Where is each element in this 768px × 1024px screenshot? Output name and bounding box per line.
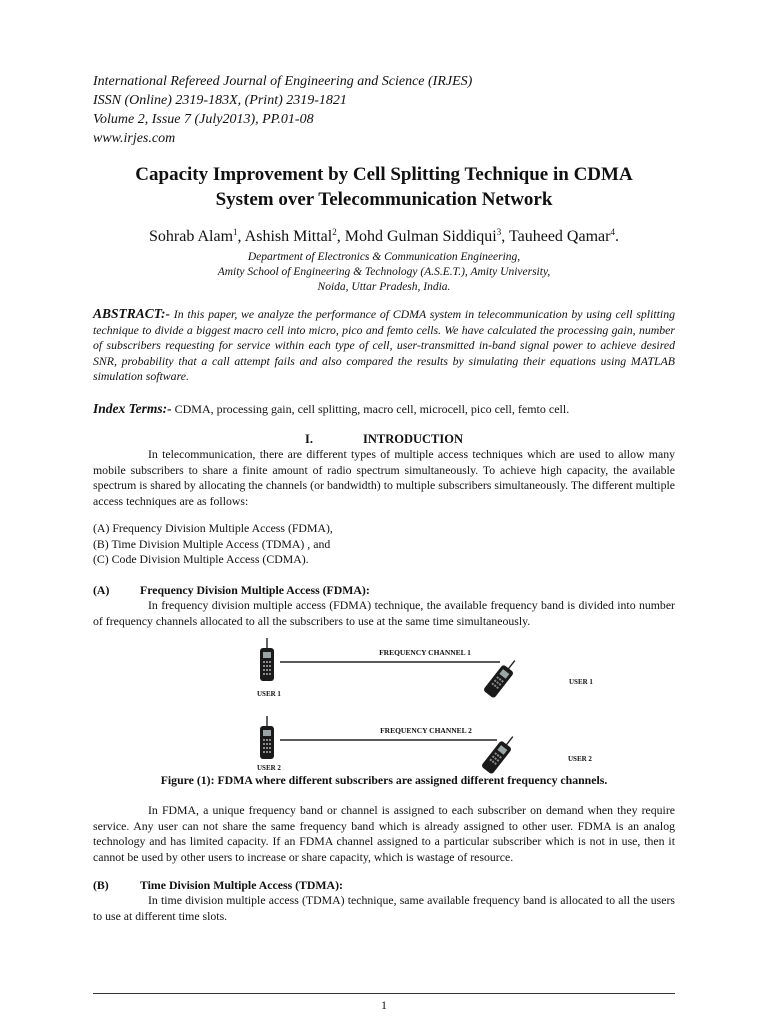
user-1-right-label: USER 1	[569, 678, 593, 686]
subsection-title: Time Division Multiple Access (TDMA):	[140, 878, 343, 892]
abstract	[93, 306, 675, 385]
affiliation	[93, 250, 675, 295]
access-technique-list	[93, 521, 675, 568]
affiliation-line: Department of Electronics & Communication Engineering,	[247, 251, 521, 263]
section-title: INTRODUCTION	[362, 432, 463, 446]
author-name: Ashish Mittal	[244, 228, 333, 245]
title-line-1: Capacity Improvement by Cell Splitting Technique in CDMA	[135, 164, 633, 185]
title-line-2: System over Telecommunication Network	[215, 189, 553, 210]
author-affiliation-mark: 1	[233, 227, 238, 237]
paper-title	[93, 162, 675, 212]
abstract-text: In this paper, we analyze the performance of CDMA system in telecommunication by using cell splitting technique to divide a biggest macro cell into micro, pico and femto cells. We have calculated the processing gain, number of subscribers requesting for service within each type of cell, user-transmitted in-band signal power to achieve desired SNR, probability that a call attempt fails and also compared the results by simulating their equations using MATLAB simulation software.	[93, 307, 675, 384]
channel-1-label: FREQUENCY CHANNEL 1	[379, 648, 471, 657]
author-name: Sohrab Alam	[149, 228, 234, 245]
author-separator: ,	[501, 228, 509, 245]
author-affiliation-mark: 4	[610, 227, 615, 237]
subsection-letter: (B)	[93, 878, 109, 892]
index-terms-label: Index Terms:-	[93, 401, 172, 416]
author-name: Mohd Gulman Siddiqui	[344, 228, 497, 245]
subsection-heading-tdma	[93, 878, 675, 894]
fdma-text: In frequency division multiple access (FDMA) technique, the available frequency band is divided into number of frequency channels allocated to all the subscribers to use at the same time simultaneously.	[93, 598, 675, 628]
subsection-letter: (A)	[93, 583, 110, 597]
author-list	[93, 227, 675, 247]
author-separator: .	[614, 228, 619, 245]
left-phone-icon	[260, 638, 274, 681]
intro-paragraph	[93, 447, 675, 509]
right-phone-icon	[481, 732, 519, 775]
abstract-label: ABSTRACT:-	[93, 306, 171, 321]
page-number: 1	[381, 998, 387, 1012]
section-number: I.	[304, 432, 313, 446]
list-item: (C) Code Division Multiple Access (CDMA).	[93, 552, 309, 567]
list-item: (B) Time Division Multiple Access (TDMA) , and	[93, 536, 331, 551]
journal-name: International Refereed Journal of Engineering and Science (IRJES)	[93, 74, 473, 89]
subsection-heading-fdma	[93, 583, 675, 599]
user-2-right-label: USER 2	[568, 755, 592, 763]
journal-volume: Volume 2, Issue 7 (July2013), PP.01-08	[93, 112, 314, 127]
fdma-paragraph-2	[93, 803, 675, 865]
left-phone-icon	[260, 716, 274, 759]
tdma-paragraph-1	[93, 893, 675, 924]
user-1-left-label: USER 1	[257, 690, 281, 698]
channel-2-label: FREQUENCY CHANNEL 2	[380, 726, 472, 735]
journal-issn: ISSN (Online) 2319-183X, (Print) 2319-1821	[93, 93, 347, 108]
fdma-figure	[257, 636, 615, 776]
footer-divider	[93, 993, 675, 994]
tdma-text: In time division multiple access (TDMA) technique, same available frequency band is allocated to all the users to use at different time slots.	[93, 893, 675, 923]
affiliation-line: Noida, Uttar Pradesh, India.	[317, 281, 451, 293]
list-item: (A) Frequency Division Multiple Access (FDMA),	[93, 521, 333, 535]
intro-text: In telecommunication, there are different types of multiple access techniques which are used to allow many mobile subscribers to share a finite amount of radio spectrum simultaneously. To achieve high capacity, the available spectrum is shared by allocating the channels (or bandwidth) to multiple subscribers simultaneously. The different multiple access techniques are as follows:	[93, 447, 675, 508]
paper-page	[93, 0, 675, 1024]
index-terms	[93, 401, 675, 417]
author-separator: ,	[237, 228, 245, 245]
fdma-paragraph-1	[93, 598, 675, 629]
index-terms-text: CDMA, processing gain, cell splitting, macro cell, microcell, pico cell, femto cell.	[171, 402, 570, 416]
author-affiliation-mark: 2	[332, 227, 337, 237]
journal-website[interactable]: www.irjes.com	[93, 131, 176, 146]
journal-header	[93, 72, 472, 148]
user-2-left-label: USER 2	[257, 764, 281, 772]
fdma-text: In FDMA, a unique frequency band or channel is assigned to each subscriber on demand when they require service. Any user can not share the same frequency band which is already assigned to other user. FDMA is an analog technology and has limited capacity. If an FDMA channel assigned to a particular subscriber which is not in use, then it cannot be used by other users to increase or share capacity, which is wastage of resource.	[93, 803, 675, 864]
author-separator: ,	[336, 228, 345, 245]
affiliation-line: Amity School of Engineering & Technology (A.S.E.T.), Amity University,	[217, 266, 551, 278]
section-heading-introduction	[93, 431, 675, 447]
author-name: Tauheed Qamar	[508, 228, 611, 245]
subsection-title: Frequency Division Multiple Access (FDMA):	[140, 583, 370, 597]
figure-caption: Figure (1): FDMA where different subscribers are assigned different frequency channels.	[160, 773, 608, 787]
author-affiliation-mark: 3	[496, 227, 502, 237]
